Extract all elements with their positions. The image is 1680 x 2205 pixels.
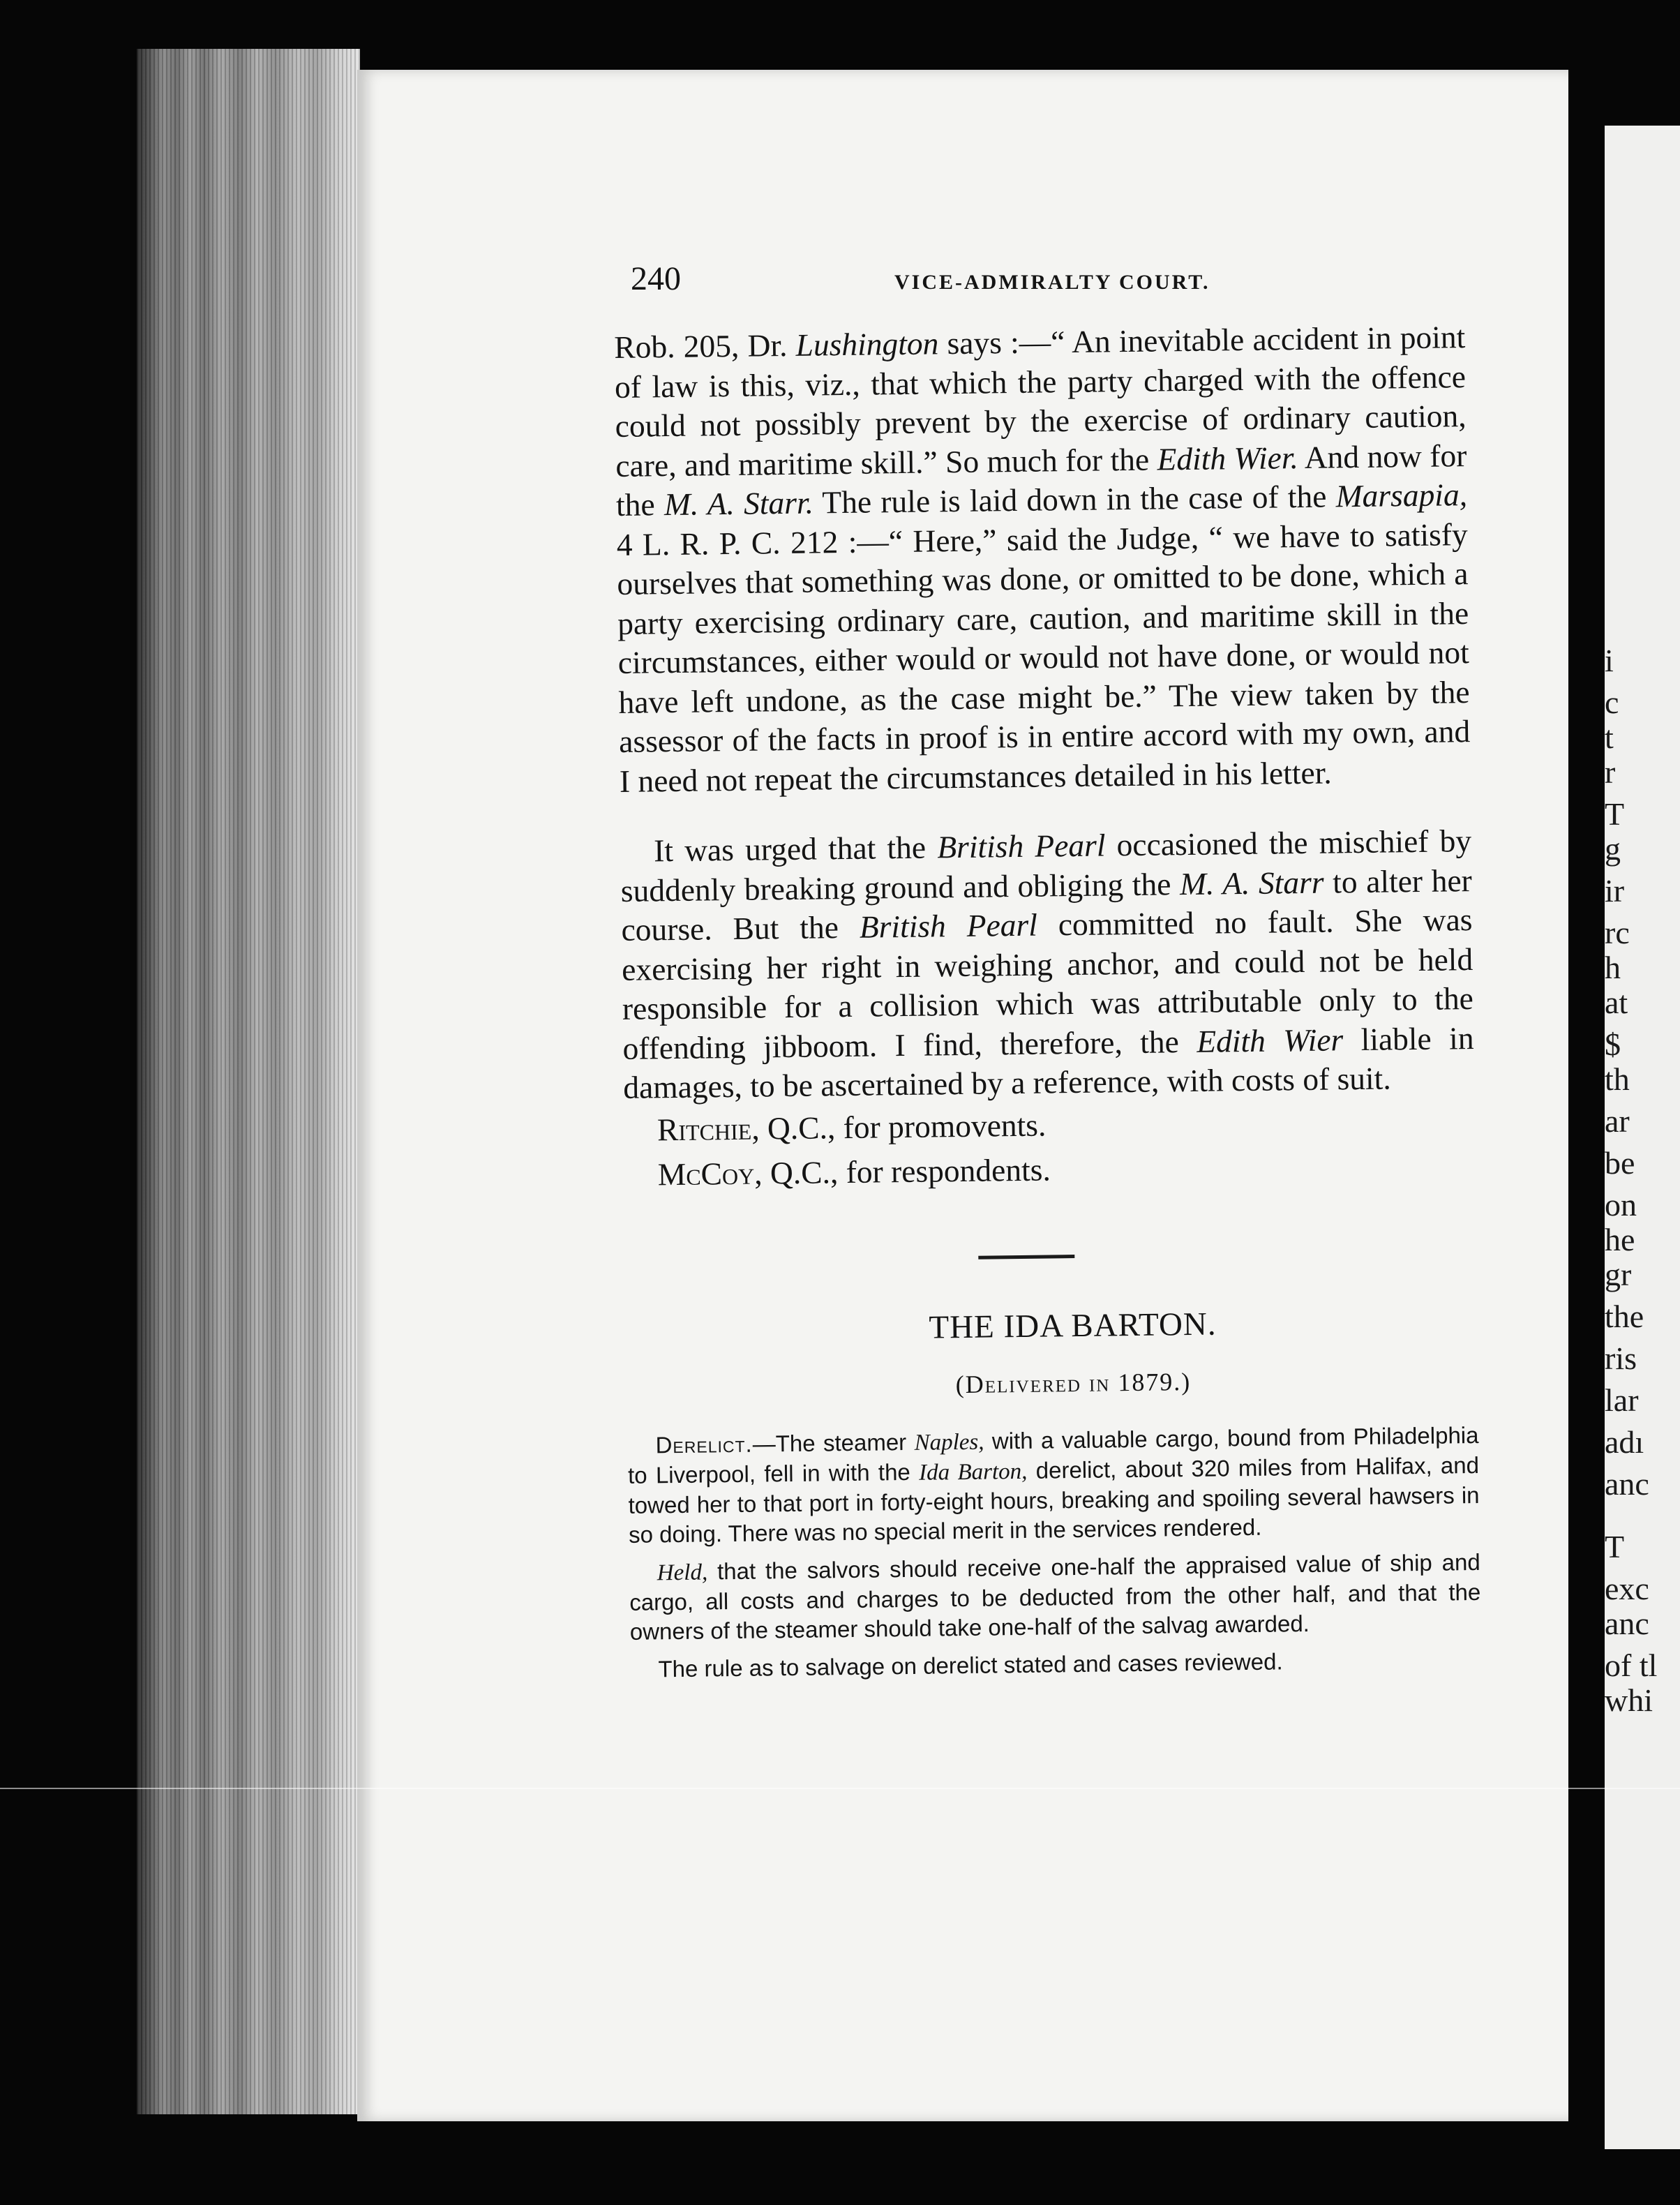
counsel-role: , Q.C., for promovents.	[751, 1107, 1047, 1146]
facing-page-fragment: at	[1605, 985, 1628, 1020]
facing-page-fragment: g	[1605, 831, 1621, 867]
paragraph	[614, 317, 1471, 801]
facing-page-fragment: r	[1605, 754, 1616, 790]
text-run: liable in damages, to be ascertained by a reference, with costs of suit.	[622, 1019, 1474, 1105]
text-run: derelict, about 320 miles from Halifax, and towed her to that port in forty-eight hours, breaking and spoiling several hawsers in so doing. There was no special merit in the services rendered.	[628, 1451, 1480, 1548]
paragraph	[620, 821, 1475, 1107]
facing-page-fragment: on	[1605, 1187, 1637, 1223]
text-run: It was urged that the	[653, 829, 938, 869]
headnote-paragraph	[630, 1644, 1481, 1684]
scan-artifact-line	[0, 1788, 1680, 1789]
case-title: THE IDA BARTON.	[929, 1306, 1217, 1346]
facing-page-fragment: of tl	[1605, 1647, 1658, 1683]
italic-text: Held,	[657, 1559, 708, 1585]
headnote-paragraph	[629, 1547, 1481, 1646]
italic-text: Lushington	[795, 325, 939, 363]
page-body	[614, 317, 1482, 1684]
facing-page-fragment: lar	[1605, 1382, 1639, 1418]
italic-text: British Pearl	[859, 906, 1038, 945]
headnote	[627, 1420, 1480, 1549]
facing-page-fragment: anc	[1605, 1466, 1649, 1502]
book-page	[357, 70, 1568, 2121]
facing-page-fragment: rc	[1605, 915, 1630, 950]
facing-page-fragment: th	[1605, 1061, 1630, 1097]
italic-text: M. A. Starr	[1179, 864, 1324, 902]
facing-page-fragment: gr	[1605, 1257, 1632, 1292]
facing-page-fragment: i	[1605, 643, 1614, 678]
headnote-paragraph	[627, 1420, 1480, 1549]
text-run: occasioned the mischief by suddenly breaking ground and obliging the	[620, 823, 1472, 909]
section-divider	[978, 1255, 1074, 1260]
page-header	[357, 260, 1568, 308]
headnote	[629, 1547, 1481, 1646]
facing-page-fragment: be	[1605, 1145, 1635, 1181]
text-run: And now for the	[615, 437, 1467, 523]
facing-page-fragment: T	[1605, 796, 1625, 832]
text-run: that the salvors should receive one-half the appraised value of ship and cargo, all costs and charges to be deducted from the other half, and that the owners of the steamer should take one-half of the salvag awarded.	[629, 1548, 1481, 1645]
text-run: Rob. 205, Dr.	[614, 327, 796, 365]
text-run: with a valuable cargo, bound from Philadelphia to Liverpool, fell in with the	[627, 1421, 1479, 1488]
italic-text: Marsapia,	[1335, 477, 1468, 514]
page-number: 240	[631, 260, 681, 297]
text-run: —The steamer	[752, 1428, 915, 1457]
italic-text: Edith Wier	[1196, 1021, 1344, 1059]
facing-page-fragment: ir	[1605, 873, 1625, 909]
facing-page-fragment: t	[1605, 719, 1614, 755]
text-run: The rule as to salvage on derelict stated and cases reviewed.	[658, 1647, 1283, 1682]
text-run: committed no fault. She was exercising her right in weighing anchor, and could not be held responsible for a collision which was attributable only to the offending jibboom. I find, therefore, the	[621, 902, 1474, 1066]
facing-page-fragment: ris	[1605, 1340, 1637, 1376]
italic-text: British Pearl	[936, 827, 1106, 865]
small-caps-text: Derelict.	[655, 1430, 753, 1458]
delivery-date: (Delivered in 1879.)	[955, 1367, 1192, 1398]
facing-page-edge	[1605, 126, 1680, 2149]
counsel-name: McCoy	[657, 1155, 755, 1192]
facing-page-fragment: the	[1605, 1299, 1644, 1334]
italic-text: M. A. Starr.	[663, 484, 814, 523]
facing-page-fragment: T	[1605, 1529, 1625, 1564]
facing-page-fragment: $	[1605, 1026, 1621, 1062]
italic-text: Naples,	[914, 1429, 984, 1456]
italic-text: Edith Wier.	[1157, 439, 1299, 477]
text-run: 4 L. R. P. C. 212 :—“ Here,” said the Judge, “ we have to satisfy ourselves that something was done, or omitted to be done, which a party exercising ordinary care, caution, and maritime skill in the circumstances, either would or would not have done, or would not have left undone, as the case might be.” The view taken by the assessor of the facts in proof is in entire accord with my own, and I need not repeat the circumstances detailed in his letter.	[616, 516, 1471, 799]
counsel-name: Ritchie	[657, 1110, 752, 1147]
facing-page-fragment: adı	[1605, 1424, 1644, 1460]
book-fore-edge	[137, 49, 360, 2114]
text-run: The rule is laid down in the case of the	[813, 478, 1337, 521]
text-run: says :—“ An inevitable accident in point of law is this, viz., that which the party charged with the offence could not possibly prevent by the exercise of ordinary caution, care, and maritime skill.” So much for the	[614, 319, 1467, 484]
facing-page-fragment: ar	[1605, 1103, 1630, 1139]
running-head: VICE-ADMIRALTY COURT.	[894, 271, 1210, 294]
facing-page-fragment: whi	[1605, 1682, 1653, 1718]
facing-page-fragment: c	[1605, 685, 1619, 720]
facing-page-fragment: he	[1605, 1222, 1635, 1257]
facing-page-fragment: anc	[1605, 1606, 1649, 1641]
headnote	[630, 1644, 1481, 1684]
facing-page-fragment: exc	[1605, 1571, 1649, 1606]
italic-text: Ida Barton,	[918, 1458, 1028, 1486]
text-run: to alter her course. But the	[621, 862, 1473, 948]
counsel-role: , Q.C., for respondents.	[753, 1151, 1051, 1191]
facing-page-fragment: h	[1605, 950, 1621, 985]
